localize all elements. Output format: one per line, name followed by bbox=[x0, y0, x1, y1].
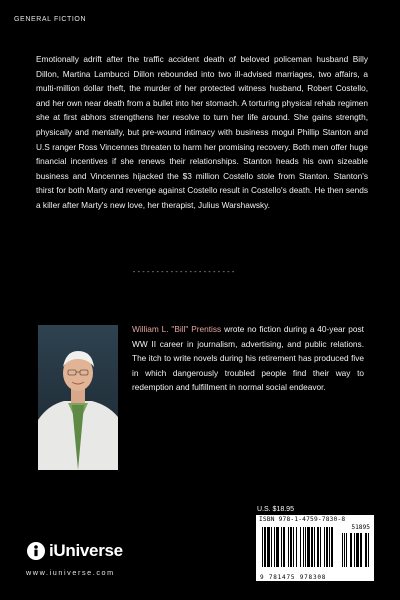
barcode-icon bbox=[256, 523, 374, 573]
barcode-digits: 9 781475 978308 bbox=[260, 574, 327, 581]
price-label: U.S. $18.95 bbox=[257, 506, 294, 513]
book-blurb: Emotionally adrift after the traffic accident death of beloved policeman husband Billy Dillon, Martina Lambucci Dillon rebounded into two ill-advised marriages, two affairs, a multi-million dollar theft, the murder of her protected witness husband, Robert Costello, and her own near death from a bullet into her stomach. A torturing physical rehab regimen she at first abhors strengthens her resolve to turn her life around. She gains strength, physically and mentally, but pre-wound intimacy with business mogul Phillip Stanton and U.S ranger Ross Vincennes threaten to harm her promising recovery. Both men offer huge financial incentives if she renews their relationships. Stanton heads his own sizeable business and Vincennes hijacked the $3 million Costello stole from Stanton. Stanton's thirst for both Marty and revenge against Costello result in Costello's death. He then sends a killer after Marty's new love, her therapist, Julius Warshawsky. bbox=[36, 54, 368, 210]
publisher-name: iUniverse bbox=[49, 541, 123, 560]
author-photo bbox=[38, 325, 118, 470]
author-bio-text: wrote no fiction during a 40-year post WW II career in journalism, advertising, and public relations. The itch to write novels during his retirement has produced five in which dangerously troubled people find their way to redemption and fulfillment in normal social endeavor. bbox=[132, 324, 364, 393]
iuniverse-logo-icon bbox=[26, 541, 46, 561]
publisher-logo bbox=[26, 540, 123, 562]
genre-label: GENERAL FICTION bbox=[14, 16, 87, 23]
author-bio bbox=[132, 322, 364, 395]
section-divider: ---------------------- bbox=[132, 268, 236, 276]
publisher-url: www.iuniverse.com bbox=[26, 568, 115, 577]
author-name: William L. "Bill" Prentiss bbox=[132, 324, 222, 334]
barcode-box bbox=[256, 515, 374, 581]
price-code: 51895 bbox=[351, 524, 370, 531]
isbn-label: ISBN 978-1-4759-7830-8 bbox=[259, 516, 346, 523]
